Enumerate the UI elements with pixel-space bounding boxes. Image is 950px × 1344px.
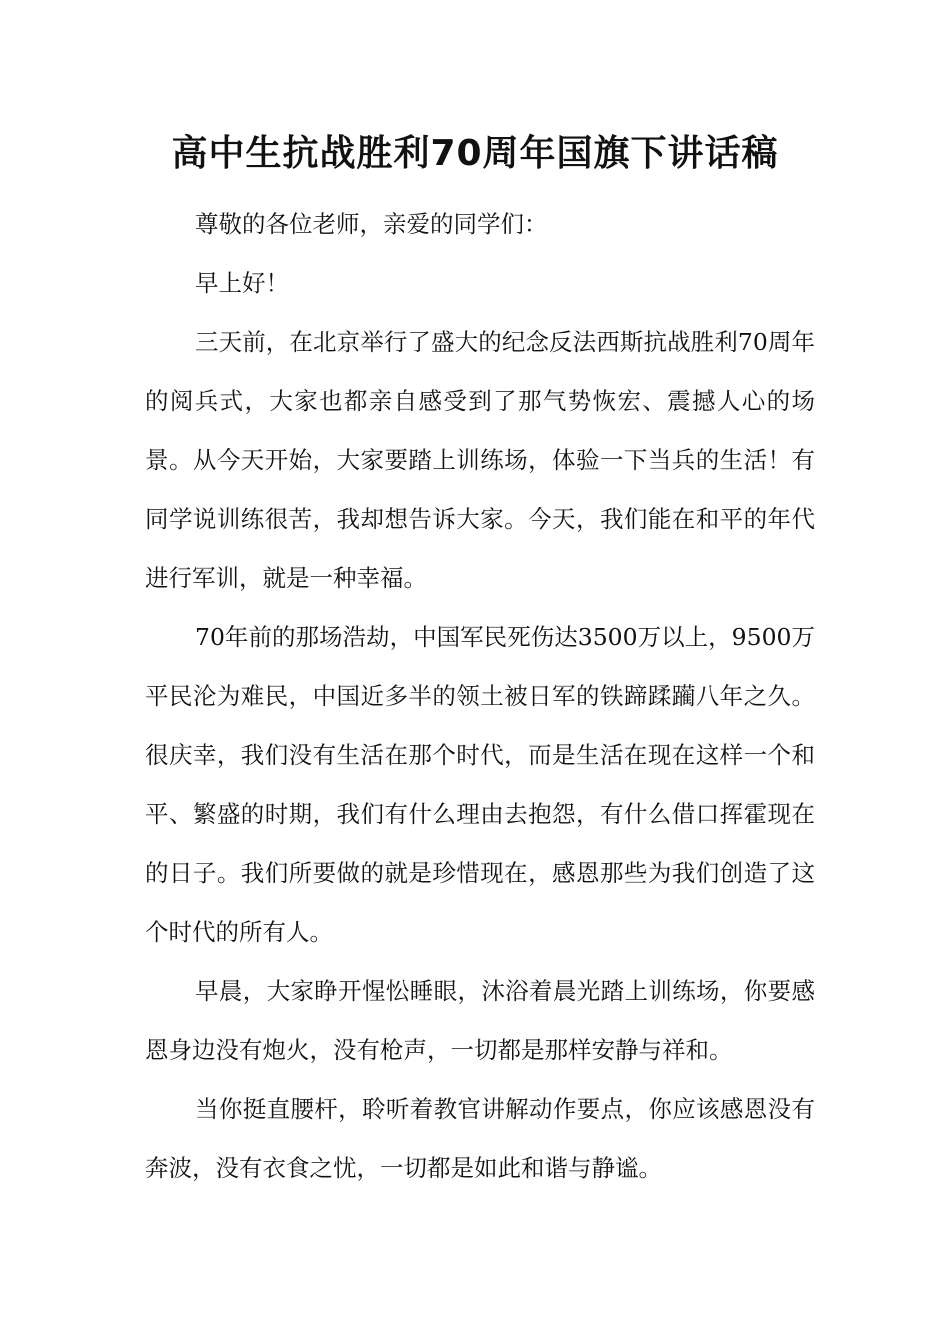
document-body (145, 195, 815, 1198)
document-title: 高中生抗战胜利70周年国旗下讲话稿 (171, 133, 779, 174)
body-paragraph: 当你挺直腰杆，聆听着教官讲解动作要点，你应该感恩没有奔波，没有衣食之忧，一切都是如此和谐与静谧。 (145, 1095, 815, 1182)
greeting-paragraph: 早上好！ (195, 269, 289, 297)
salutation-paragraph: 尊敬的各位老师，亲爱的同学们： (195, 210, 548, 238)
body-paragraph: 70年前的那场浩劫，中国军民死伤达3500万以上，9500万平民沦为难民，中国近多半的领土被日军的铁蹄蹂躏八年之久。很庆幸，我们没有生活在那个时代，而是生活在现在这样一个和平、繁盛的时期，我们有什么理由去抱怨，有什么借口挥霍现在的日子。我们所要做的就是珍惜现在，感恩那些为我们创造了这个时代的所有人。 (145, 623, 815, 946)
body-paragraph: 三天前，在北京举行了盛大的纪念反法西斯抗战胜利70周年的阅兵式，大家也都亲自感受到了那气势恢宏、震撼人心的场景。从今天开始，大家要踏上训练场，体验一下当兵的生活！有同学说训练很苦，我却想告诉大家。今天，我们能在和平的年代进行军训，就是一种幸福。 (145, 328, 815, 592)
body-paragraph: 早晨，大家睁开惺忪睡眼，沐浴着晨光踏上训练场，你要感恩身边没有炮火，没有枪声，一切都是那样安静与祥和。 (145, 977, 815, 1064)
